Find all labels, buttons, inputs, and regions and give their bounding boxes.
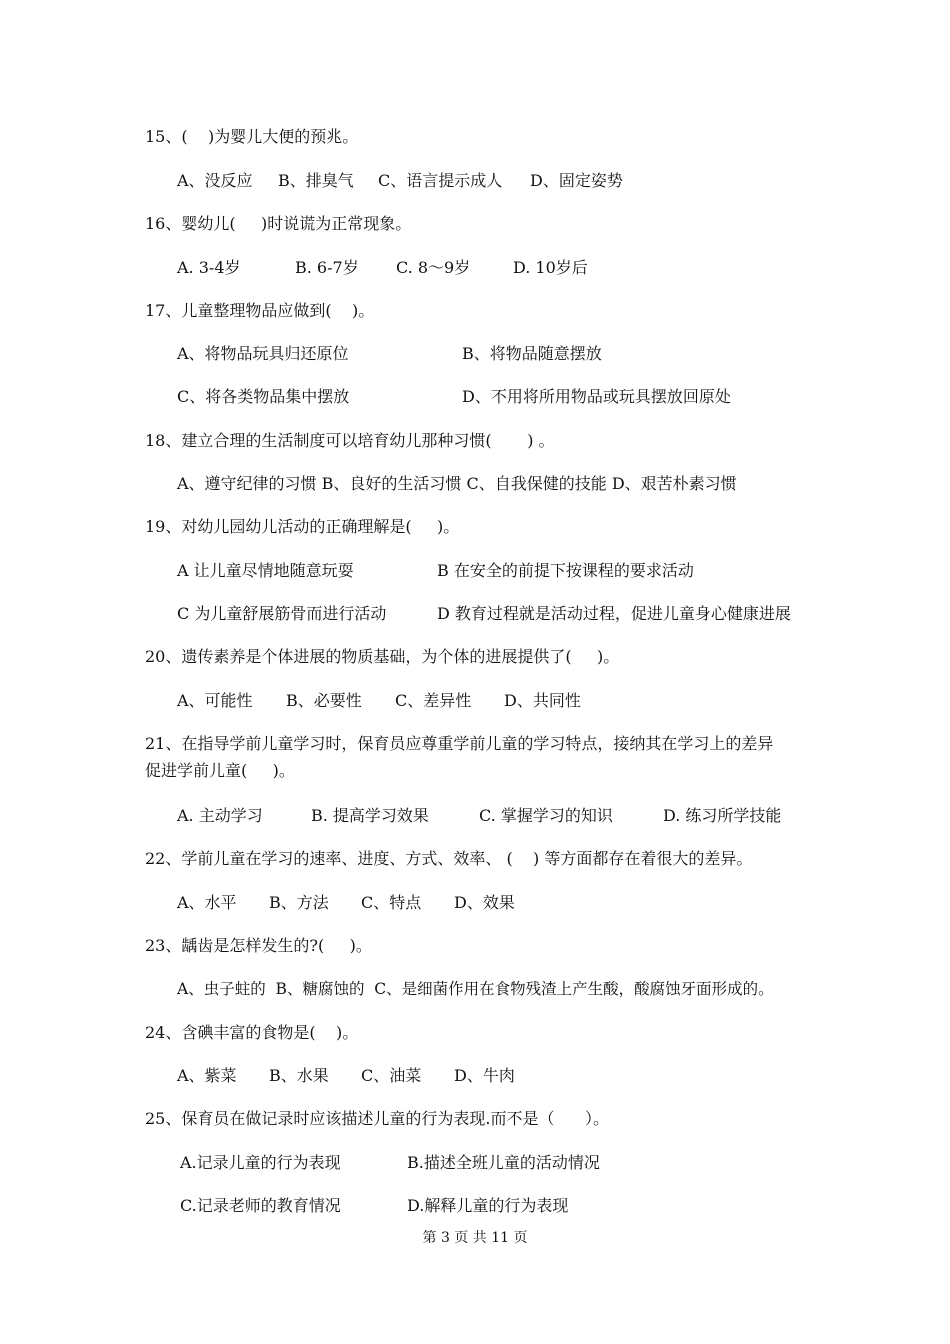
question-15-option-d: D、固定姿势 <box>530 171 623 190</box>
question-24-option-c: C、油菜 <box>361 1066 422 1085</box>
question-18-stem: 18、建立合理的生活制度可以培育幼儿那种习惯( ) 。 <box>145 431 555 450</box>
question-23-stem: 23、龋齿是怎样发生的?( )。 <box>145 936 372 955</box>
question-23-options: A、虫子蛀的 B、糖腐蚀的 C、是细菌作用在食物残渣上产生酸，酸腐蚀牙面形成的。 <box>177 980 774 998</box>
question-24-option-b: B、水果 <box>269 1066 329 1085</box>
question-16-option-b: B. 6-7岁 <box>295 258 359 277</box>
question-22-option-d: D、效果 <box>454 893 515 912</box>
question-21-option-d: D. 练习所学技能 <box>663 806 782 825</box>
question-25-stem: 25、保育员在做记录时应该描述儿童的行为表现.而不是（ ）。 <box>145 1109 609 1128</box>
question-19-option-d: D 教育过程就是活动过程，促进儿童身心健康进展 <box>437 604 791 623</box>
question-21-option-c: C. 掌握学习的知识 <box>479 806 613 825</box>
question-21-stem: 21、在指导学前儿童学习时，保育员应尊重学前儿童的学习特点，接纳其在学习上的差异 <box>145 734 774 753</box>
question-17-option-b: B、将物品随意摆放 <box>462 344 602 363</box>
question-20-option-a: A、可能性 <box>177 691 253 710</box>
question-24-option-d: D、牛肉 <box>454 1066 515 1085</box>
question-24-option-a: A、紫菜 <box>177 1066 237 1085</box>
question-18-options: A、遵守纪律的习惯 B、良好的生活习惯 C、自我保健的技能 D、艰苦朴素习惯 <box>177 474 737 493</box>
question-24-stem: 24、含碘丰富的食物是( )。 <box>145 1023 359 1042</box>
question-25-option-b: B.描述全班儿童的活动情况 <box>407 1153 600 1172</box>
question-20-option-d: D、共同性 <box>504 691 581 710</box>
question-19-option-b: B 在安全的前提下按课程的要求活动 <box>437 561 694 580</box>
question-20-option-c: C、差异性 <box>395 691 472 710</box>
question-21-option-b: B. 提高学习效果 <box>311 806 429 825</box>
page-number-footer: 第 3 页 共 11 页 <box>422 1230 528 1246</box>
question-19-option-a: A 让儿童尽情地随意玩耍 <box>177 561 354 580</box>
question-20-stem: 20、遗传素养是个体进展的物质基础，为个体的进展提供了( )。 <box>145 647 620 666</box>
question-17-option-c: C、将各类物品集中摆放 <box>177 387 350 406</box>
question-19-option-c: C 为儿童舒展筋骨而进行活动 <box>177 604 387 623</box>
question-21-option-a: A. 主动学习 <box>177 806 263 825</box>
question-16-stem: 16、婴幼儿( )时说谎为正常现象。 <box>145 214 412 233</box>
question-15-option-a: A、没反应 <box>177 171 253 190</box>
question-17-option-d: D、不用将所用物品或玩具摆放回原处 <box>462 387 731 406</box>
question-16-option-d: D. 10岁后 <box>513 258 588 277</box>
question-22-option-a: A、水平 <box>177 893 237 912</box>
question-21-stem-continued: 促进学前儿童( )。 <box>145 761 295 780</box>
question-15-option-b: B、排臭气 <box>278 171 354 190</box>
question-15-stem: 15、( )为婴儿大便的预兆。 <box>145 127 359 146</box>
question-25-option-c: C.记录老师的教育情况 <box>180 1196 341 1215</box>
question-22-option-c: C、特点 <box>361 893 422 912</box>
question-20-option-b: B、必要性 <box>286 691 362 710</box>
question-17-stem: 17、儿童整理物品应做到( )。 <box>145 301 375 320</box>
question-16-option-c: C. 8～9岁 <box>396 258 471 277</box>
question-25-option-a: A.记录儿童的行为表现 <box>180 1153 341 1172</box>
question-15-option-c: C、语言提示成人 <box>378 171 503 190</box>
question-19-stem: 19、对幼儿园幼儿活动的正确理解是( )。 <box>145 517 460 536</box>
question-17-option-a: A、将物品玩具归还原位 <box>177 344 349 363</box>
question-22-option-b: B、方法 <box>269 893 329 912</box>
question-16-option-a: A. 3-4岁 <box>177 258 241 277</box>
question-25-option-d: D.解释儿童的行为表现 <box>407 1196 569 1215</box>
question-22-stem: 22、学前儿童在学习的速率、进度、方式、效率、 ( ) 等方面都存在着很大的差异。 <box>145 849 753 868</box>
